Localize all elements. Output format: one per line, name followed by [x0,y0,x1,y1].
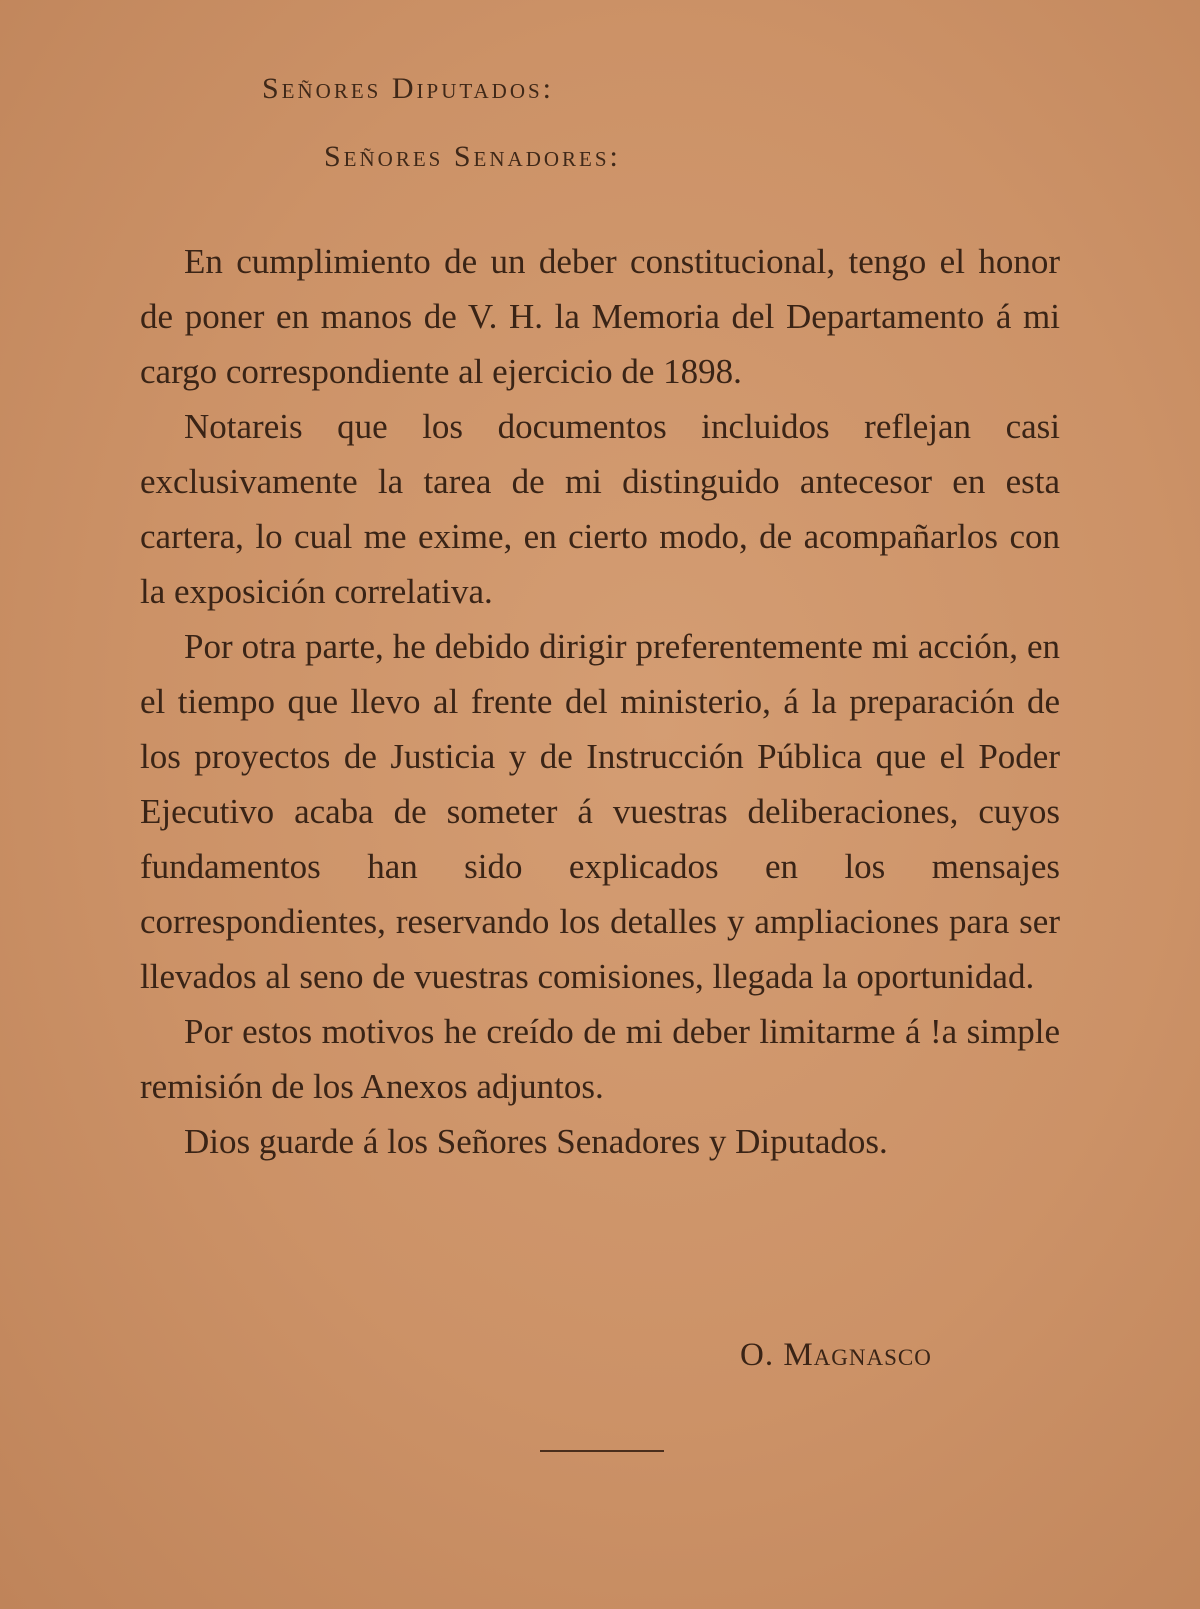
closing-rule [540,1450,664,1452]
salutation-senators: Señores Senadores: [324,140,621,173]
paragraph-2: Notareis que los documentos incluidos reflejan casi exclusivamente la tarea de mi distinguido antecesor en esta cartera, lo cual me exime, en cierto modo, de acompañarlos con la exposición correlativa. [140,407,1060,611]
letter-body [140,234,1060,1169]
signature: O. Magnasco [740,1337,932,1373]
paragraph-5: Dios guarde á los Señores Senadores y Diputados. [184,1122,888,1161]
salutation-deputies: Señores Diputados: [262,72,555,105]
paragraph-3: Por otra parte, he debido dirigir preferentemente mi acción, en el tiempo que llevo al frente del ministerio, á la preparación de los proyectos de Justicia y de Instrucción Pública que el Poder Ejecutivo acaba de someter á vuestras deliberaciones, cuyos fundamentos han sido explicados en los mensajes correspondientes, reservando los detalles y ampliaciones para ser llevados al seno de vuestras comisiones, llegada la oportunidad. [140,627,1060,996]
paragraph-1: En cumplimiento de un deber constitucional, tengo el honor de poner en manos de V. H. la Memoria del Departamento á mi cargo correspondiente al ejercicio de 1898. [140,242,1060,391]
paragraph-4: Por estos motivos he creído de mi deber limitarme á !a simple remisión de los Anexos adjuntos. [140,1012,1060,1106]
